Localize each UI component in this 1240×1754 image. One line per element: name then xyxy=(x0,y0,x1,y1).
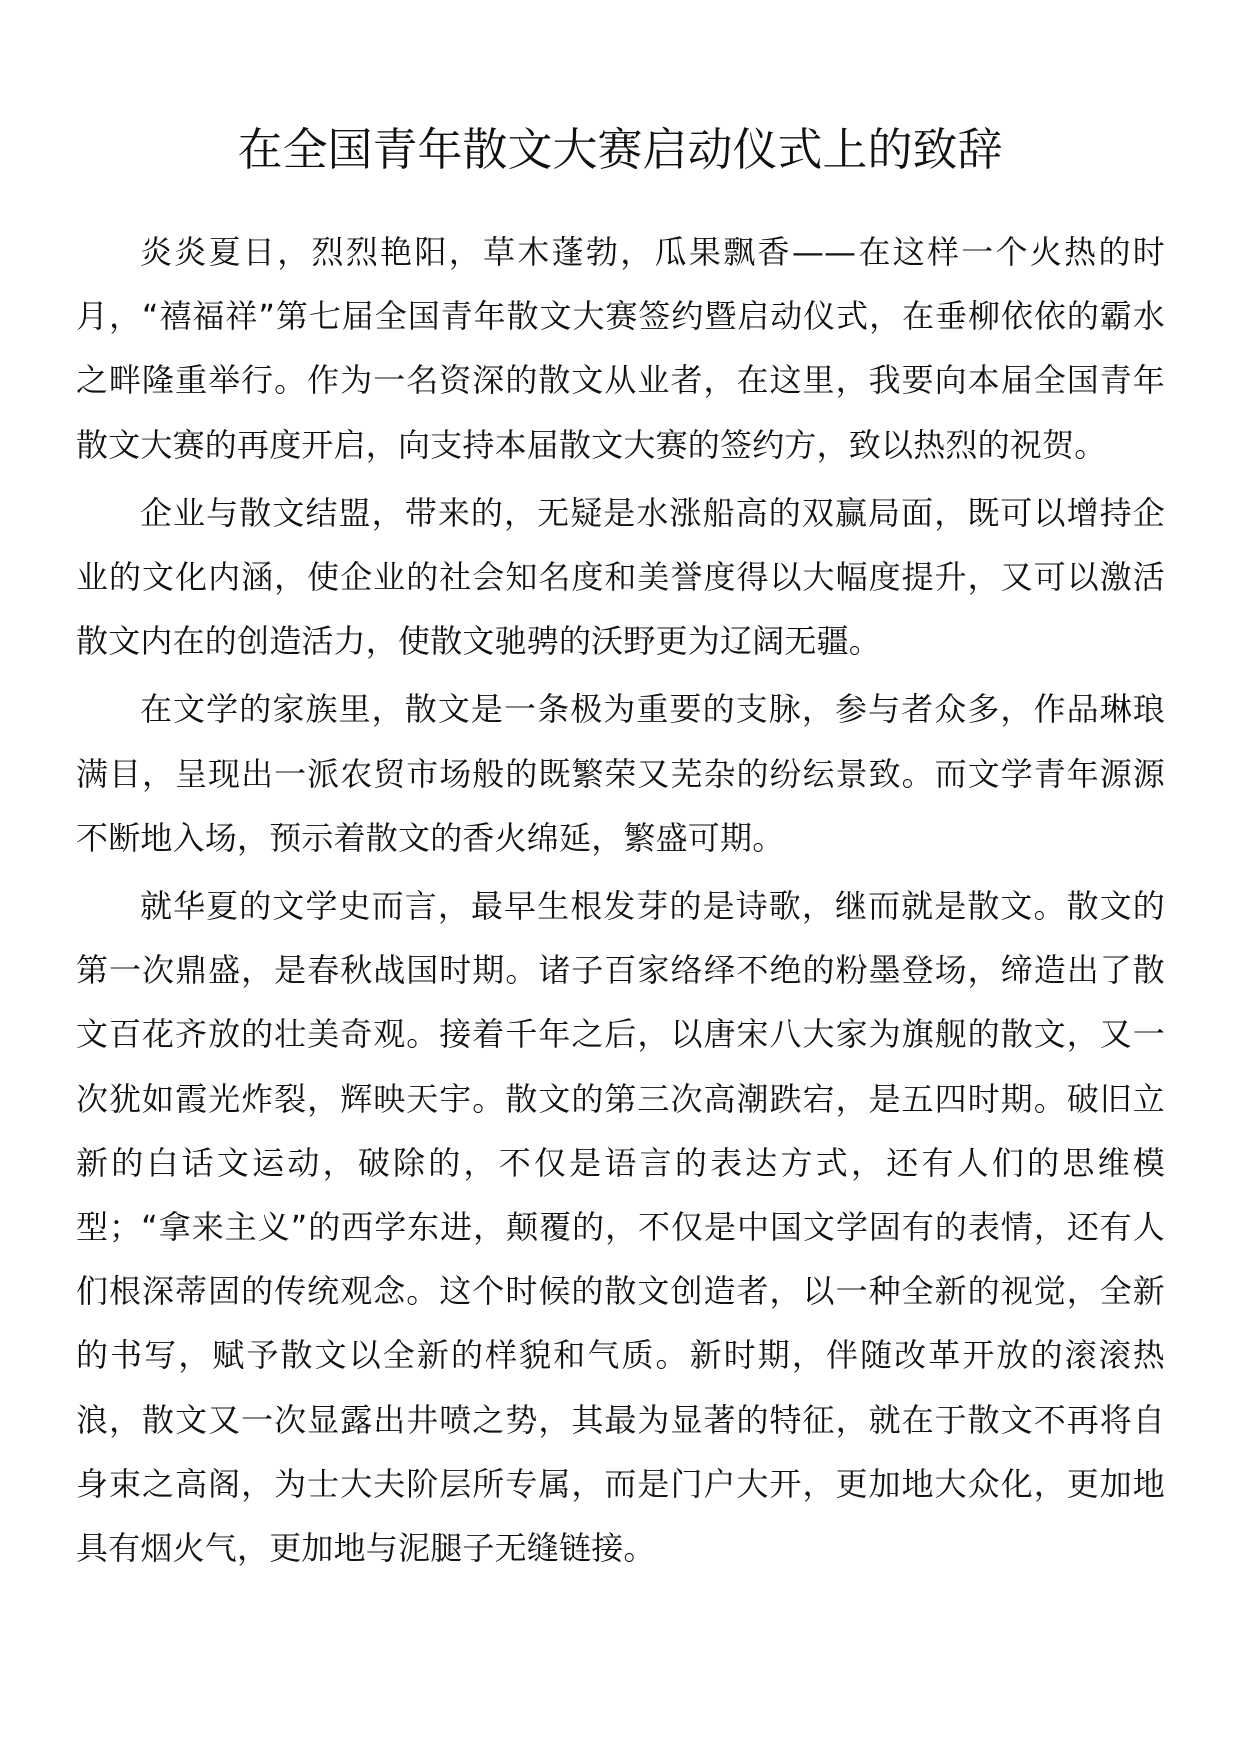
paragraph: 就华夏的文学史而言，最早生根发芽的是诗歌，继而就是散文。散文的第一次鼎盛，是春秋战国时期。诸子百家络绎不绝的粉墨登场，缔造出了散文百花齐放的壮美奇观。接着千年之后，以唐宋八大家为旗舰的散文，又一次犹如霞光炸裂，辉映天宇。散文的第三次高潮跌宕，是五四时期。破旧立新的白话文运动，破除的，不仅是语言的表达方式，还有人们的思维模型；“拿来主义”的西学东进，颠覆的，不仅是中国文学固有的表情，还有人们根深蒂固的传统观念。这个时候的散文创造者，以一种全新的视觉，全新的书写，赋予散文以全新的样貌和气质。新时期，伴随改革开放的滚滚热浪，散文又一次显露出井喷之势，其最为显著的特征，就在于散文不再将自身束之高阁，为士大夫阶层所专属，而是门户大开，更加地大众化，更加地具有烟火气，更加地与泥腿子无缝链接。 xyxy=(76,887,1165,1568)
paragraph: 炎炎夏日，烈烈艳阳，草木蓬勃，瓜果飘香——在这样一个火热的时月，“禧福祥”第七届全国青年散文大赛签约暨启动仪式，在垂柳依依的霸水之畔隆重举行。作为一名资深的散文从业者，在这里，我要向本届全国青年散文大赛的再度开启，向支持本届散文大赛的签约方，致以热烈的祝贺。 xyxy=(76,233,1165,464)
paragraph: 企业与散文结盟，带来的，无疑是水涨船高的双赢局面，既可以增持企业的文化内涵，使企业的社会知名度和美誉度得以大幅度提升，又可以激活散文内在的创造活力，使散文驰骋的沃野更为辽阔无疆。 xyxy=(76,493,1165,661)
document-title: 在全国青年散文大赛启动仪式上的致辞 xyxy=(237,123,1003,176)
paragraph: 在文学的家族里，散文是一条极为重要的支脉，参与者众多，作品琳琅满目，呈现出一派农贸市场般的既繁荣又芜杂的纷纭景致。而文学青年源源不断地入场，预示着散文的香火绵延，繁盛可期。 xyxy=(76,690,1165,857)
document-body xyxy=(76,220,1165,1584)
